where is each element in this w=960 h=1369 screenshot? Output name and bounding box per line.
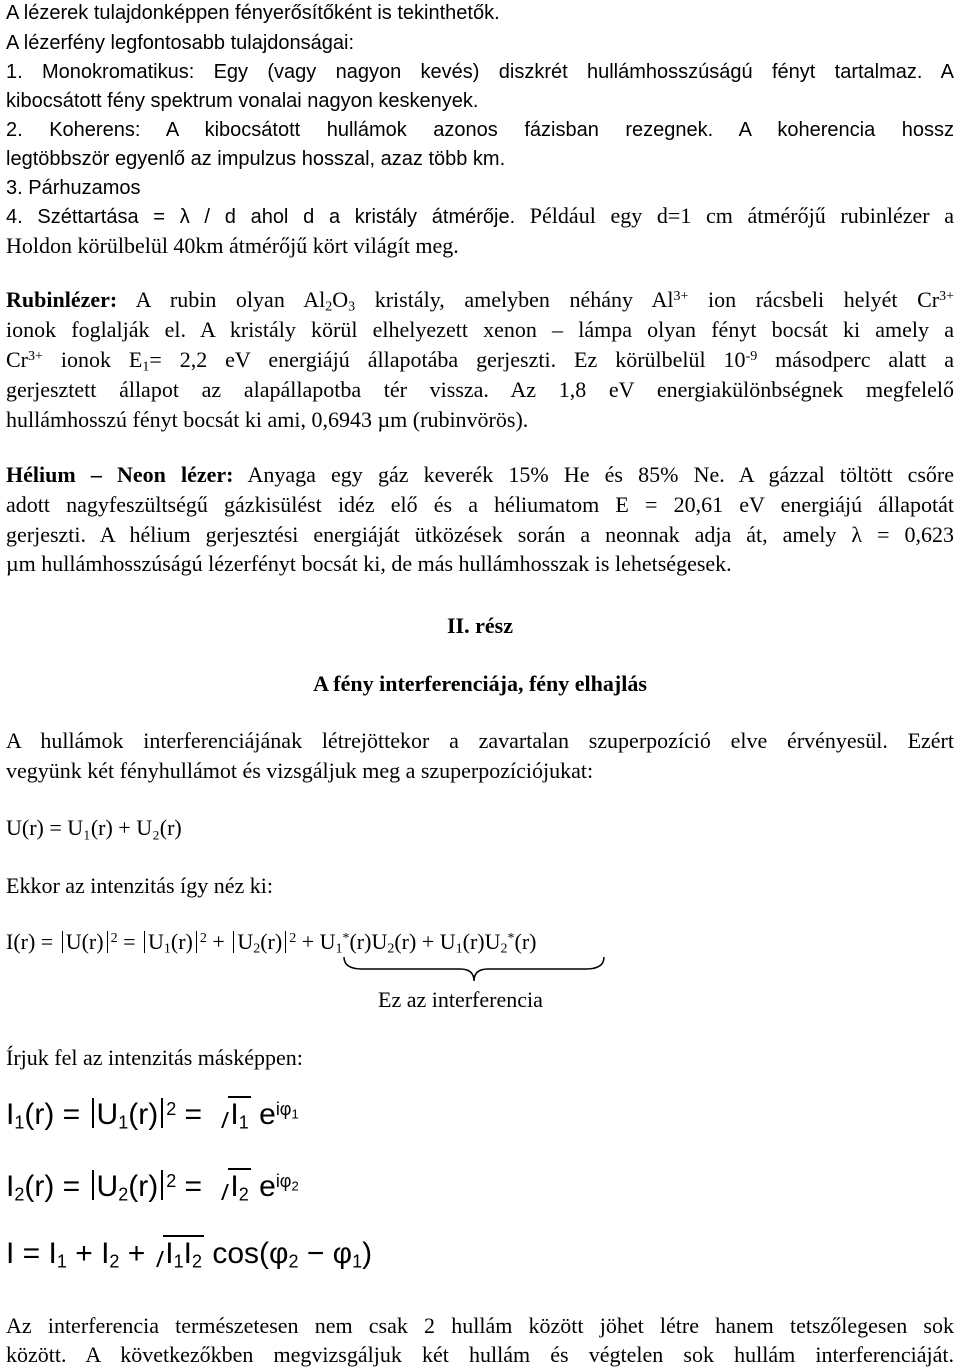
formula-i1: $I_1(r) = U_1(r) ^2 = I_1$ $e^{i\varphi_1}$ xyxy=(6,1098,299,1133)
hene-line-3: gerjeszti. A hélium gerjesztési energiáját ütközések során a neonnak adja át, amely λ = 0,623 xyxy=(6,522,954,547)
rewrite-intro: Írjuk fel az intenzitás másképpen: xyxy=(6,1045,303,1070)
interference-line-1: A hullámok interferenciájának létrejöttekor a zavartalan szuperpozíció elve érvényesül. Ezért xyxy=(6,728,954,753)
closing-line-2: között. A következőkben megvizsgáljuk két hullám és végtelen sok hullám interferenciáját. xyxy=(6,1342,954,1367)
ruby-title: Rubinlézer: xyxy=(6,287,118,312)
divergence-example: Például egy d=1 cm átmérőjű rubinlézer a xyxy=(515,203,955,228)
intensity-equation: I(r) = U(r) $^2 = U_1(r) ^2 + U_2(r) ^2 + U_1^*(r)U_2(r) + U_1(r)U_2^*(r)$ xyxy=(6,929,537,957)
ruby-line-4: gerjesztett állapot az alapállapotba tér vissza. Az 1,8 eV energiakülönbségnek megfelelő xyxy=(6,377,954,402)
hene-line-4: µm hullámhosszúságú lézerfényt bocsát ki, de más hullámhosszak is lehetségesek. xyxy=(6,551,732,576)
hene-line-2: adott nagyfeszültségű gázkisülést idéz elő és a héliumatom E = 20,61 eV energiájú állapotát xyxy=(6,492,954,517)
formula-total: $I = I_1 + I_2 + I_1I_2$ $\cos(\varphi_2 - \varphi_1)$ xyxy=(6,1237,373,1272)
divergence-text: 4. Széttartása = λ / d ahol d a kristály átmérője. xyxy=(6,206,516,228)
intro-line-8 xyxy=(6,205,954,227)
ruby-line-3: $Cr^{3+}$ ionok $E_1= 2,2$ eV energiájú állapotába gerjeszti. Ez körülbelül $10^{-9}$ másodperc alatt a xyxy=(6,347,954,375)
intro-line-6: legtöbbször egyenlő az impulzus hosszal, azaz több km. xyxy=(6,148,506,170)
intro-line-7: 3. Párhuzamos xyxy=(6,177,141,199)
intro-line-4: kibocsátott fény spektrum vonalai nagyon keskenyek. xyxy=(6,90,479,112)
intro-line-3: 1. Monokromatikus: Egy (vagy nagyon kevés) diszkrét hullámhosszúságú fényt tartalmaz. A xyxy=(6,61,954,83)
part-label: II. rész xyxy=(447,613,513,638)
intro-line-5: 2. Koherens: A kibocsátott hullámok azonos fázisban rezegnek. A koherencia hossz xyxy=(6,119,954,141)
hene-title: Hélium – Neon lézer: xyxy=(6,462,234,487)
section-heading: A fény interferenciája, fény elhajlás xyxy=(313,671,647,696)
formula-i2: $I_2(r) = U_2(r) ^2 = I_2$ $e^{i\varphi_2}$ xyxy=(6,1170,299,1205)
ruby-line-1: Rubinlézer: A rubin olyan $Al_2O_3$ kristály, amelyben néhány $Al^{3+}$ ion rácsbeli helyét $Cr^{3+}$ xyxy=(6,287,954,315)
intro-line-9: Holdon körülbelül 40km átmérőjű kört világít meg. xyxy=(6,233,459,258)
hene-line-1: Hélium – Neon lézer: Anyaga egy gáz keverék 15% He és 85% Ne. A gázzal töltött csőre xyxy=(6,462,954,487)
intro-line-2: A lézerfény legfontosabb tulajdonságai: xyxy=(6,32,355,54)
interference-line-2: vegyünk két fényhullámot és vizsgáljuk meg a szuperpozíciójukat: xyxy=(6,758,594,783)
intensity-intro: Ekkor az intenzitás így néz ki: xyxy=(6,873,273,898)
closing-line-1: Az interferencia természetesen nem csak 2 hullám között jöhet létre hanem tetszőlegesen sok xyxy=(6,1313,954,1338)
superposition-equation: U(r) = U₁(r) + U₂(r) xyxy=(6,815,182,840)
ruby-line-5: hullámhosszú fényt bocsát ki ami, 0,6943 µm (rubinvörös). xyxy=(6,407,529,432)
interference-brace xyxy=(342,955,607,985)
interference-label: Ez az interferencia xyxy=(378,987,543,1012)
ruby-line-2: ionok foglalják el. A kristály körül elhelyezett xenon – lámpa olyan fényt bocsát ki amely a xyxy=(6,317,954,342)
intro-line-1: A lézerek tulajdonképpen fényerősítőként is tekinthetők. xyxy=(6,2,500,24)
